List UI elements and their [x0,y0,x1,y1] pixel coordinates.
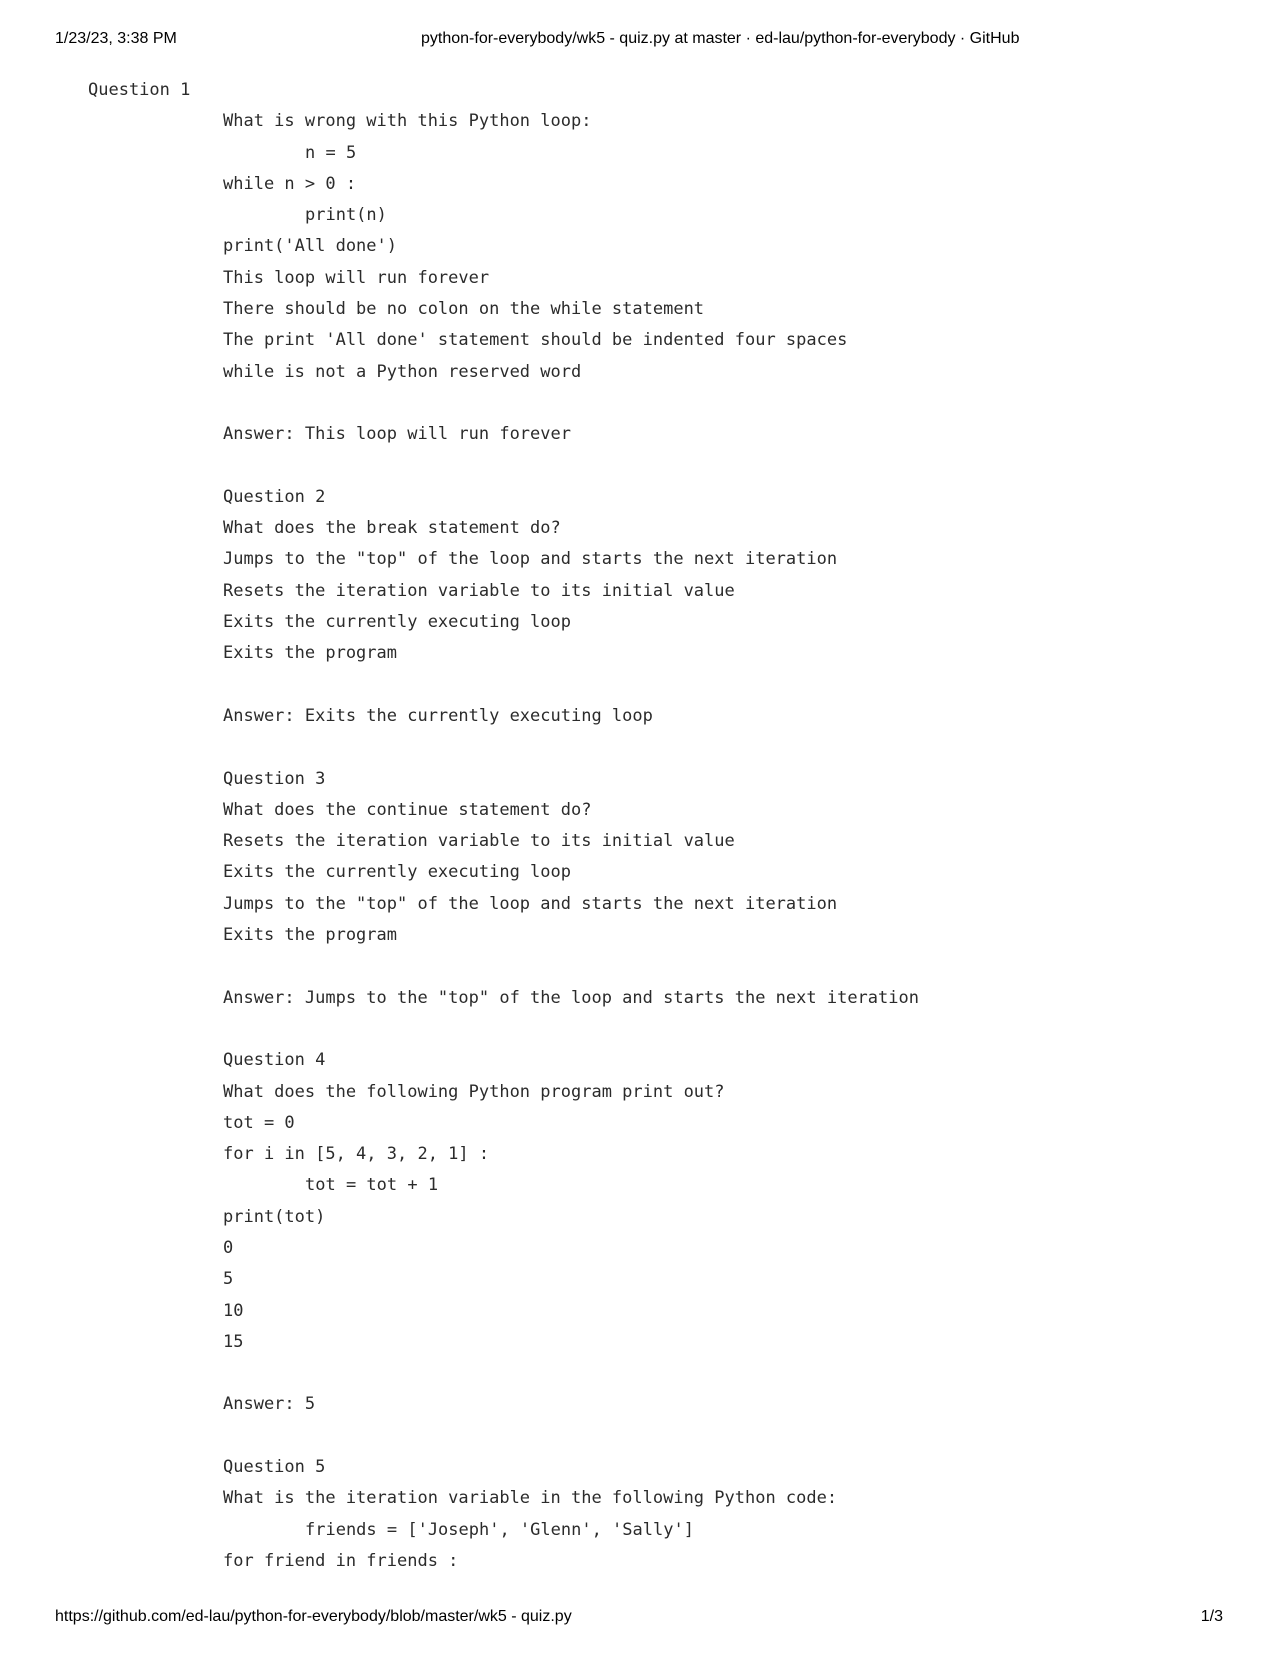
code-line: Question 2 [223,486,326,507]
blank-line [0,388,1280,419]
code-line: Exits the program [223,925,397,946]
code-line: 15 [223,1331,244,1352]
code-line: Question 3 [223,768,326,789]
blank-line [0,451,1280,482]
code-line: for friend in friends : [223,1550,459,1571]
file-content [0,75,1280,1577]
page-url[interactable]: https://github.com/ed-lau/python-for-everybody/blob/master/wk5 - quiz.py [55,1608,572,1625]
blank-line [0,1014,1280,1045]
print-header [0,30,1280,52]
blank-line [0,1421,1280,1452]
code-line: What is the iteration variable in the following Python code: [223,1488,838,1509]
code-line: while is not a Python reserved word [223,361,582,382]
code-line: Exits the currently executing loop [223,862,571,883]
print-date: 1/23/23, 3:38 PM [55,30,177,47]
code-line: for i in [5, 4, 3, 2, 1] : [223,1144,490,1165]
code-line: This loop will run forever [223,267,490,288]
code-line: Answer: This loop will run forever [223,424,571,445]
code-line: Question 5 [223,1457,326,1478]
code-line: tot = tot + 1 [305,1175,439,1196]
print-footer [0,1608,1280,1630]
blank-line [0,670,1280,701]
code-line: print(tot) [223,1206,326,1227]
code-line: What does the continue statement do? [223,799,592,820]
page-number: 1/3 [1200,1608,1223,1625]
blank-line [0,951,1280,982]
code-line: What does the following Python program print out? [223,1081,725,1102]
code-line: What is wrong with this Python loop: [223,111,592,132]
blank-line [0,732,1280,763]
code-line: tot = 0 [223,1112,295,1133]
code-line: Jumps to the "top" of the loop and starts the next iteration [223,893,838,914]
code-line: 10 [223,1300,244,1321]
blank-line [0,1358,1280,1389]
code-line: Question 1 [88,80,191,100]
page-title: python-for-everybody/wk5 - quiz.py at master · ed-lau/python-for-everybody · GitHub [421,30,1020,47]
code-line: Resets the iteration variable to its initial value [223,580,735,601]
code-line: Resets the iteration variable to its initial value [223,831,735,852]
code-line: print(n) [305,205,387,226]
code-line: while n > 0 : [223,173,357,194]
code-line: n = 5 [305,142,357,163]
code-line: There should be no colon on the while statement [223,299,705,320]
code-line: print('All done') [223,236,397,257]
code-line: Question 4 [223,1050,326,1071]
code-line: Answer: Jumps to the "top" of the loop and starts the next iteration [223,987,919,1008]
code-line: What does the break statement do? [223,518,561,539]
code-line: Answer: 5 [223,1394,316,1415]
code-line: friends = ['Joseph', 'Glenn', 'Sally'] [305,1519,694,1540]
code-line: Exits the program [223,643,397,664]
code-line: Answer: Exits the currently executing loop [223,705,653,726]
code-line: Jumps to the "top" of the loop and starts the next iteration [223,549,838,570]
code-line: 0 [223,1237,234,1258]
code-line: The print 'All done' statement should be indented four spaces [223,330,848,351]
code-line: 5 [223,1269,234,1290]
code-line: Exits the currently executing loop [223,612,571,633]
